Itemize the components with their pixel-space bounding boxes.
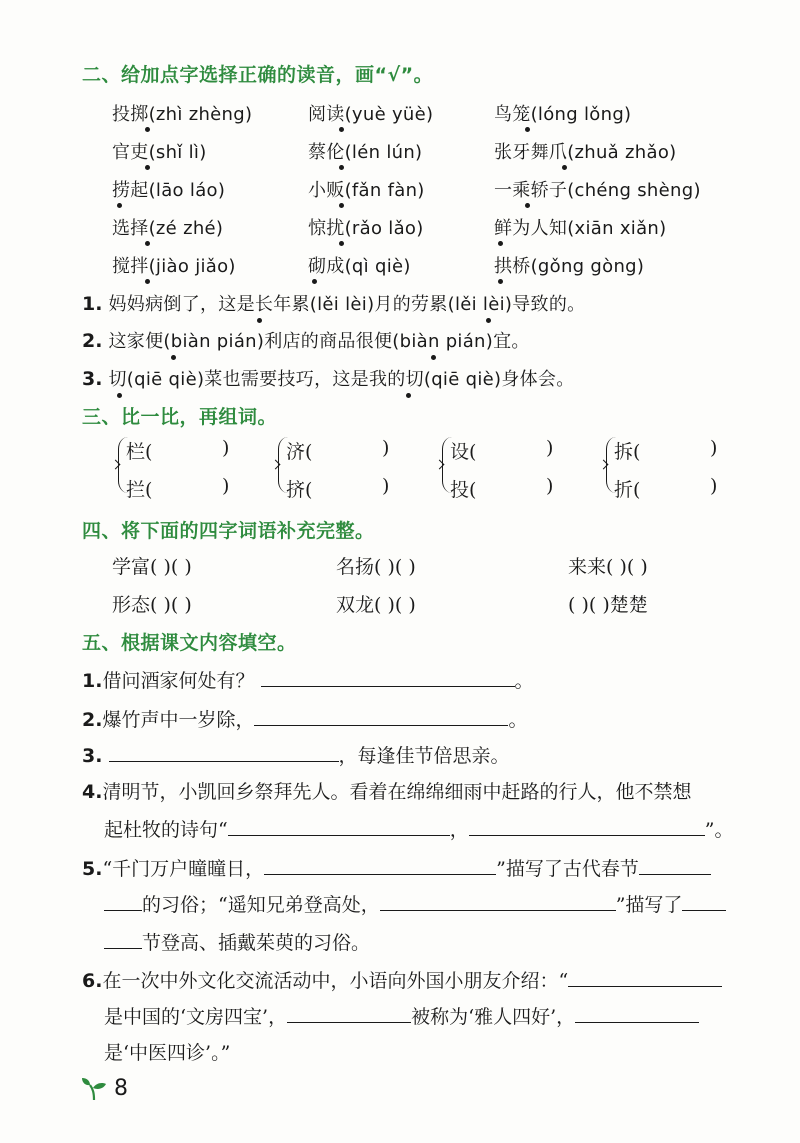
emphasis-dot	[339, 241, 344, 246]
emphasis-dot	[498, 241, 503, 246]
compare-top: 济(	[286, 441, 313, 463]
paren-close: )	[222, 475, 230, 497]
sprout-icon	[80, 1075, 108, 1101]
grid-item[interactable]: 一乘轿子(chéng shèng)	[494, 180, 701, 201]
compare-bottom: 挤(	[286, 479, 313, 501]
answer-blank[interactable]	[254, 724, 508, 726]
sentence-text: 这家便(biàn pián)利店的商品很便(biàn pián)宜。	[108, 331, 530, 352]
question-text: 清明节，小凯回乡祭拜先人。看着在绵绵细雨中赶路的行人，他不禁想	[102, 781, 692, 803]
question-number: 2.	[82, 330, 103, 352]
question-number: 6.	[82, 970, 103, 992]
compare-bottom: 投(	[450, 479, 477, 501]
answer-blank[interactable]	[575, 1021, 699, 1023]
emphasis-dot	[117, 203, 122, 208]
question-text: 借问酒家何处有？	[102, 670, 255, 692]
answer-blank[interactable]	[287, 1021, 411, 1023]
fill-question-5	[82, 854, 711, 881]
question-text: 是‘中医四诊’。”	[104, 1042, 231, 1064]
answer-blank[interactable]	[682, 909, 726, 911]
punctuation: ”。	[704, 819, 734, 841]
grid-item[interactable]: 搅拌(jiào jiǎo)	[112, 256, 236, 277]
answer-blank[interactable]	[104, 909, 142, 911]
question-number: 3.	[82, 745, 103, 767]
emphasis-dot	[431, 355, 436, 360]
idiom-item[interactable]: 双龙( )( )	[336, 594, 416, 616]
fill-question-2	[82, 705, 527, 732]
question-text: ”描写了	[615, 894, 683, 916]
sentence-text: 切(qiē qiè)菜也需要技巧，这是我的切(qiē qiè)身体会。	[108, 369, 575, 390]
question-number: 2.	[82, 709, 103, 731]
sentence-2[interactable]	[82, 327, 530, 353]
fill-question-6-line3	[104, 1038, 230, 1065]
answer-blank[interactable]	[109, 760, 339, 762]
answer-blank[interactable]	[380, 909, 616, 911]
grid-item[interactable]: 砌成(qì qiè)	[308, 256, 411, 277]
section-2-title: 二、给加点字选择正确的读音，画“√”。	[82, 64, 434, 86]
fill-question-5-line3	[104, 928, 370, 955]
compare-bottom: 拦(	[126, 479, 153, 501]
punctuation: 。	[508, 709, 528, 731]
fill-question-4-line2	[104, 815, 733, 842]
answer-blank[interactable]	[568, 985, 722, 987]
compare-top: 拆(	[614, 441, 641, 463]
question-text: ，每逢佳节倍思亲。	[338, 745, 510, 767]
fill-question-6-line2	[104, 1002, 699, 1029]
paren-close: )	[546, 437, 554, 459]
emphasis-dot	[339, 127, 344, 132]
section-4-title: 四、将下面的四字词语补充完整。	[82, 520, 375, 542]
question-number: 3.	[82, 368, 103, 390]
question-text: 的习俗；“遥知兄弟登高处，	[142, 894, 380, 916]
fill-question-3	[82, 741, 510, 768]
emphasis-dot	[339, 203, 344, 208]
emphasis-dot	[498, 279, 503, 284]
emphasis-dot	[486, 318, 491, 323]
question-text: 起杜牧的诗句“	[104, 819, 228, 841]
punctuation: 。	[514, 670, 534, 692]
question-text: 是中国的‘文房四宝’，	[104, 1006, 288, 1028]
grid-item[interactable]: 鸟笼(lóng lǒng)	[494, 104, 632, 125]
question-number: 1.	[82, 670, 103, 692]
paren-close: )	[546, 475, 554, 497]
answer-blank[interactable]	[228, 834, 450, 836]
paren-close: )	[382, 437, 390, 459]
question-text: 爆竹声中一岁除，	[102, 709, 255, 731]
page-number: 8	[114, 1076, 128, 1101]
grid-item[interactable]: 小贩(fǎn fàn)	[308, 180, 425, 201]
question-number: 1.	[82, 293, 103, 315]
idiom-item[interactable]: 形态( )( )	[112, 594, 192, 616]
emphasis-dot	[339, 165, 344, 170]
emphasis-dot	[406, 393, 411, 398]
grid-item[interactable]: 蔡伦(lén lún)	[308, 142, 423, 163]
idiom-item[interactable]: 来来( )( )	[568, 556, 648, 578]
compare-top: 设(	[450, 441, 477, 463]
idiom-item[interactable]: ( )( )楚楚	[568, 594, 648, 616]
emphasis-dot	[145, 279, 150, 284]
grid-item[interactable]: 捞起(lāo láo)	[112, 180, 226, 201]
emphasis-dot	[117, 393, 122, 398]
punctuation: ，	[449, 819, 469, 841]
emphasis-dot	[145, 165, 150, 170]
grid-item[interactable]: 张牙舞爪(zhuǎ zhǎo)	[494, 142, 677, 163]
paren-close: )	[222, 437, 230, 459]
section-3-title: 三、比一比，再组词。	[82, 406, 278, 428]
grid-item[interactable]: 阅读(yuè yüè)	[308, 104, 434, 125]
fill-question-4	[82, 777, 691, 804]
sentence-text: 妈妈病倒了，这是长年累(lěi lèi)月的劳累(lěi lèi)导致的。	[108, 294, 586, 315]
question-text: ”描写了古代春节	[496, 858, 639, 880]
emphasis-dot	[171, 355, 176, 360]
fill-question-5-line2	[104, 890, 726, 917]
grid-item[interactable]: 惊扰(rǎo lǎo)	[308, 218, 424, 239]
emphasis-dot	[312, 279, 317, 284]
question-text: 在一次中外文化交流活动中，小语向外国小朋友介绍：“	[102, 970, 569, 992]
emphasis-dot	[525, 203, 530, 208]
grid-item[interactable]: 拱桥(gǒng gòng)	[494, 256, 645, 277]
question-text: 节登高、插戴茱萸的习俗。	[142, 932, 371, 954]
paren-close: )	[710, 437, 718, 459]
answer-blank[interactable]	[104, 947, 142, 949]
section-5-title: 五、根据课文内容填空。	[82, 632, 297, 654]
emphasis-dot	[145, 241, 150, 246]
sentence-3[interactable]	[82, 365, 575, 391]
paren-close: )	[382, 475, 390, 497]
question-number: 4.	[82, 781, 103, 803]
question-text: “千门万户曈曈日，	[102, 858, 265, 880]
answer-blank[interactable]	[261, 685, 515, 687]
emphasis-dot	[525, 127, 530, 132]
question-number: 5.	[82, 858, 103, 880]
answer-blank[interactable]	[469, 834, 705, 836]
paren-close: )	[710, 475, 718, 497]
fill-question-6	[82, 966, 722, 993]
question-text: 被称为‘雅人四好’，	[411, 1006, 576, 1028]
grid-item[interactable]: 鲜为人知(xiān xiǎn)	[494, 218, 667, 239]
emphasis-dot	[145, 127, 150, 132]
grid-item[interactable]: 选择(zé zhé)	[112, 218, 224, 239]
fill-question-1	[82, 666, 534, 693]
compare-bottom: 折(	[614, 479, 641, 501]
sentence-1[interactable]	[82, 290, 585, 316]
idiom-item[interactable]: 名扬( )( )	[336, 556, 416, 578]
grid-item[interactable]: 官吏(shǐ lì)	[112, 142, 207, 163]
grid-item[interactable]: 投掷(zhì zhèng)	[112, 104, 253, 125]
emphasis-dot	[257, 318, 262, 323]
emphasis-dot	[562, 165, 567, 170]
compare-top: 栏(	[126, 441, 153, 463]
answer-blank[interactable]	[264, 873, 496, 875]
answer-blank[interactable]	[639, 873, 711, 875]
idiom-item[interactable]: 学富( )( )	[112, 556, 192, 578]
